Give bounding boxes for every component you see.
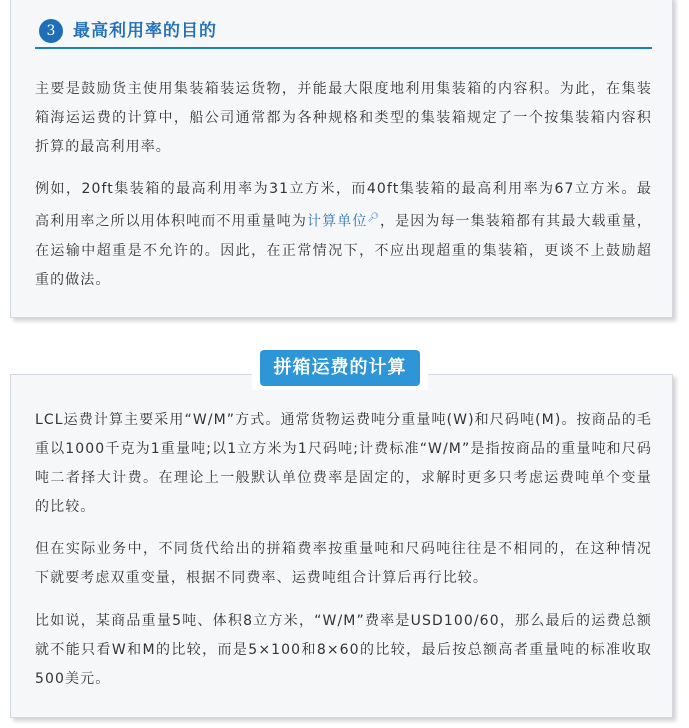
lcl-paragraph-3: 比如说，某商品重量5吨、体积8立方米，“W/M”费率是USD100/60，那么最后的运费总额就不能只看W和M的比较，而是5×100和8×60的比较，最后按总额高者重量吨的标准收取500美元。 [35, 613, 652, 687]
section-badge-wrapper [252, 346, 428, 390]
search-icon: 🔎︎ [367, 213, 380, 223]
purpose-paragraph-1: 主要是鼓励货主使用集装箱装运货物，并能最大限度地利用集装箱的内容积。为此，在集装箱海运运费的计算中，船公司通常都为各种规格和类型的集装箱规定了一个按集装箱内容积折算的最高利用率。 [35, 81, 652, 155]
lcl-paragraph-1: LCL运费计算主要采用“W/M”方式。通常货物运费吨分重量吨(W)和尺码吨(M)。按商品的毛重以1000千克为1重量吨;以1立方米为1尺码吨;计费标准“W/M”是指按商品的重量吨和尺码吨二者择大计费。在理论上一般默认单位费率是固定的，求解时更多只考虑运费吨单个变量的比较。 [35, 412, 652, 515]
section-number-badge: 3 [39, 19, 63, 43]
lcl-section-badge: 拼箱运费的计算 [260, 350, 420, 386]
purpose-paragraph-2-text-b: ，是因为每一集装箱都有其最大载重量，在运输中超重是不允许的。因此，在正常情况下，不应出现超重的集装箱，更谈不上鼓励超重的做法。 [35, 213, 652, 288]
calculation-unit-link[interactable]: 计算单位 [307, 213, 368, 230]
purpose-paragraph-2 [35, 175, 652, 295]
section-header [35, 19, 652, 49]
lcl-paragraph-2: 但在实际业务中，不同货代给出的拼箱费率按重量吨和尺码吨往往是不相同的，在这种情况下就要考虑双重变量，根据不同费率、运费吨组合计算后再行比较。 [35, 541, 652, 586]
purpose-paragraph-2-text-a: 例如，20ft集装箱的最高利用率为31立方米，而40ft集装箱的最高利用率为67立方米。最高利用率之所以用体积吨而不用重量吨为 [35, 181, 652, 230]
lcl-card [10, 374, 673, 718]
section-title: 最高利用率的目的 [73, 21, 217, 41]
purpose-card [10, 0, 673, 318]
